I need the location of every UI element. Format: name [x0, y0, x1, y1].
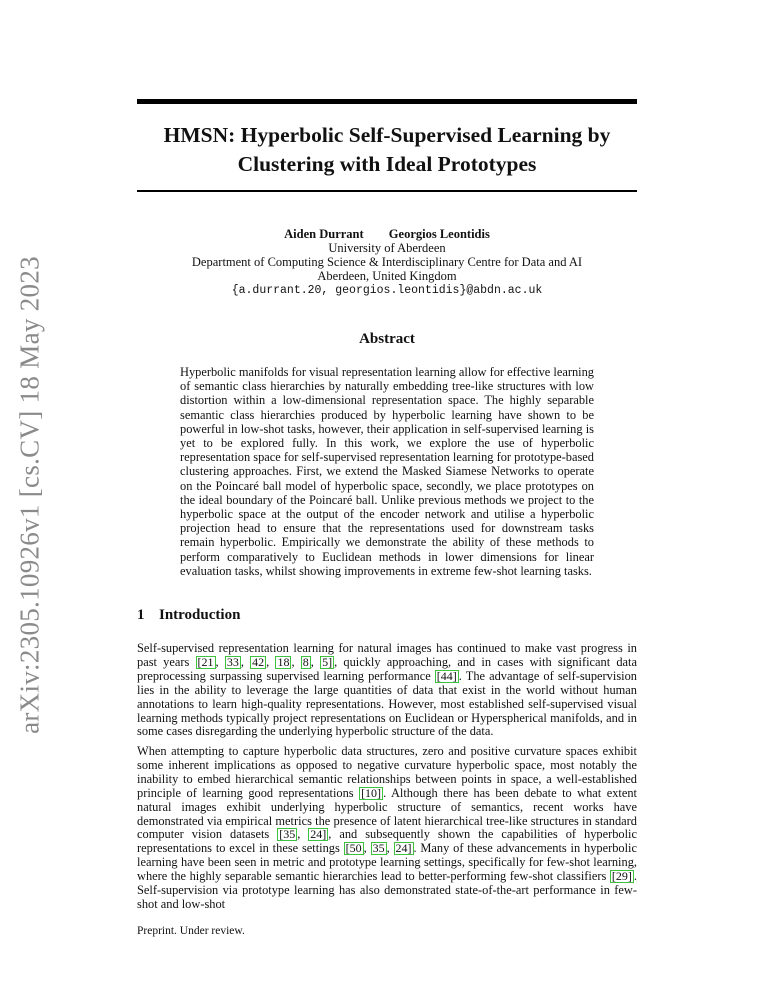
- intro-paragraph-1: Self-supervised representation learning for natural images has continued to make vast progress in past years [21 , 33 , 42 , 18 , 8 , 5] , quickly approaching, and in cases with significant data preprocessing surpassing supervised learning performance [44] . The advantage of self-supervision lies in the ability to leverage the large quantities of data that exist in the world without human annotations to learn high-quality representations. However, most established self-supervised visual learning methods typically project representations on Euclidean or Hyperspherical manifolds, and in some cases disregarding the underlying hyperbolic structure of the data.: [137, 641, 637, 739]
- intro-paragraph-2: When attempting to capture hyperbolic data structures, zero and positive curvature spaces exhibit some inherent implications as opposed to negative curvature hyperbolic space, most notably the inability to embed hierarchical semantic relationships between points in space, a well-established principle of learning good representations [10] . Although there has been debate to what extent natural images exhibit underlying hyperbolic structure of semantics, recent works have demonstrated via empirical metrics the presence of latent hierarchical tree-like structures in standard computer vision datasets [35 , 24] , and subsequently shown the capabilities of hyperbolic representations to excel in these settings [50 , 35 , 24] . Many of these advancements in hyperbolic learning have been seen in metric and prototype learning settings, specifically for few-shot learning, where the highly separable semantic hierarchies lead to better-performing few-shot classifiers [29] . Self-supervision via prototype learning has also demonstrated state-of-the-art performance in few-shot and low-shot: [137, 744, 637, 911]
- citation-link[interactable]: [21: [197, 654, 214, 669]
- author-list: [137, 227, 637, 242]
- paragraph-text: Self-supervised representation learning for natural images has continued to make vast progress in past years: [137, 641, 637, 669]
- title-top-rule: [137, 99, 637, 104]
- citation-link[interactable]: 24]: [395, 841, 412, 856]
- affiliation-location: Aberdeen, United Kingdom: [317, 269, 457, 283]
- paragraph-text: . Self-supervision via prototype learning has also demonstrated state-of-the-art performance in few-shot and low-shot: [137, 869, 637, 911]
- abstract-heading: Abstract: [359, 331, 415, 347]
- section-number: 1: [137, 607, 145, 623]
- affiliation-university: University of Aberdeen: [328, 241, 446, 255]
- paper-title: HMSN: Hyperbolic Self-Supervised Learning by Clustering with Ideal Prototypes: [163, 123, 611, 176]
- affiliation-department: Department of Computing Science & Interdisciplinary Centre for Data and AI: [191, 255, 583, 269]
- citation-link[interactable]: 35: [372, 841, 385, 856]
- author-email: {a.durrant.20, georgios.leontidis}@abdn.ac.uk: [231, 284, 543, 297]
- citation-link[interactable]: [29]: [611, 869, 632, 884]
- arxiv-stamp-text: arXiv:2305.10926v1 [cs.CV] 18 May 2023: [14, 256, 45, 734]
- citation-link[interactable]: 24]: [310, 827, 327, 842]
- preprint-footnote: Preprint. Under review.: [137, 925, 245, 937]
- author-name: Aiden Durrant: [284, 227, 364, 241]
- citation-link[interactable]: [10]: [361, 785, 382, 800]
- section-heading: [137, 607, 637, 624]
- citation-link[interactable]: 18: [277, 654, 290, 669]
- title-bottom-rule: [137, 190, 637, 192]
- author-name: Georgios Leontidis: [388, 227, 490, 241]
- citation-link[interactable]: [35: [279, 827, 296, 842]
- paragraph-text: . Many of these advancements in hyperbolic learning have been seen in metric and prototype learning settings, specifically for few-shot learning, where the highly separable semantic hierarchies lead to better-performing few-shot classifiers: [137, 841, 637, 884]
- citation-link[interactable]: 42: [252, 654, 265, 669]
- abstract-text: Hyperbolic manifolds for visual representation learning allow for effective learning of semantic class hierarchies by naturally embedding tree-like structures with low distortion within a low-dimensional representation space. The highly separable semantic class hierarchies produced by hyperbolic learning have shown to be powerful in low-shot tasks, however, their application in self-supervised learning is yet to be explored fully. In this work, we explore the use of hyperbolic representation space for self-supervised representation learning for prototype-based clustering approaches. First, we extend the Masked Siamese Networks to operate on the Poincaré ball model of hyperbolic space, secondly, we place prototypes on the ideal boundary of the Poincaré ball. Unlike previous methods we project to the hyperbolic space at the output of the encoder network and utilise a hyperbolic projection head to ensure that the representations used for downstream tasks remain hyperbolic. Empirically we demonstrate the ability of these methods to perform comparatively to Euclidean methods in lower dimensions for linear evaluation tasks, whilst showing improvements in extreme few-shot learning tasks.: [180, 365, 594, 578]
- citation-link[interactable]: [50: [345, 841, 362, 856]
- paragraph-text: When attempting to capture hyperbolic data structures, zero and positive curvature spaces exhibit some inherent implications as opposed to negative curvature hyperbolic space, most notably the inability to embed hierarchical semantic relationships between points in space, a well-established principle of learning good representations: [137, 744, 637, 800]
- citation-link[interactable]: 33: [226, 654, 239, 669]
- citation-link[interactable]: [44]: [436, 668, 457, 683]
- citation-link[interactable]: 8: [302, 654, 309, 669]
- paragraph-text: . Although there has been debate to what extent natural images exhibit underlying hyperbolic structure of semantics, recent works have demonstrated via empirical metrics the presence of latent hierarchical tree-like structures in standard computer vision datasets: [137, 785, 637, 842]
- paragraph-text: . The advantage of self-supervision lies in the ability to leverage the large quantities of data that exist in the world without human annotations to learn high-quality representations. However, most established self-supervised visual learning methods typically project representations on Euclidean or Hyperspherical manifolds, and in some cases disregarding the underlying hyperbolic structure of the data.: [137, 668, 637, 739]
- arxiv-identifier-stamp: [10, 255, 50, 735]
- section-title: Introduction: [159, 607, 241, 623]
- paragraph-text: , quickly approaching, and in cases with significant data preprocessing surpassing supervised learning performance: [137, 654, 637, 683]
- citation-link[interactable]: 5]: [322, 654, 333, 669]
- paragraph-text: , and subsequently shown the capabilities of hyperbolic representations to excel in these settings: [137, 827, 637, 856]
